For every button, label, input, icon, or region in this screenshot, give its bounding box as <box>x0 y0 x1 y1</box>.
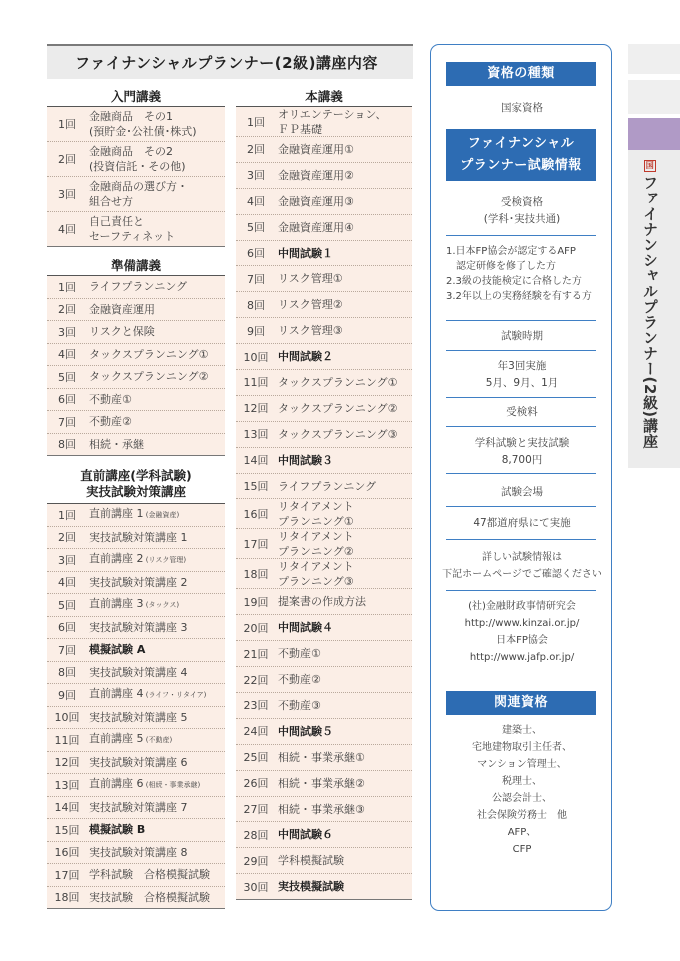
lecture-row <box>236 874 412 900</box>
section-heading: 直前講座(学科試験) 実技試験対策講座 <box>47 466 225 504</box>
lecture-note: (不動産) <box>143 736 173 745</box>
lecture-row <box>236 189 412 215</box>
lecture-row <box>47 344 225 367</box>
lecture-number: 27回 <box>243 803 269 817</box>
fee-value: 学科試験と実技試験 8,700円 <box>474 437 570 466</box>
lecture-number: 20回 <box>243 621 269 635</box>
lecture-row <box>47 549 225 572</box>
lecture-row <box>47 662 225 685</box>
lecture-number: 13回 <box>243 428 269 442</box>
lecture-number: 1回 <box>58 508 76 522</box>
lecture-row <box>47 321 225 344</box>
lecture-number: 4回 <box>58 348 76 362</box>
lecture-title: 実技試験対策講座 1 <box>89 530 188 544</box>
lecture-number: 19回 <box>243 595 269 609</box>
lecture-title: 実技試験対策講座 8 <box>89 845 188 859</box>
lecture-number: 5回 <box>58 598 76 612</box>
lecture-note: (ライフ・リタイア) <box>143 691 207 700</box>
lecture-title: 実技試験対策講座 4 <box>89 665 188 679</box>
lecture-row <box>236 241 412 267</box>
lecture-row <box>236 422 412 448</box>
qualification-type-value: 国家資格 <box>501 102 543 114</box>
lecture-number: 29回 <box>243 854 269 868</box>
lecture-title: 中間試験４ <box>278 621 333 635</box>
lecture-row <box>236 266 412 292</box>
lecture-title: リスクと保険 <box>89 325 155 339</box>
lecture-number: 3回 <box>58 553 76 567</box>
lecture-number: 26回 <box>243 777 269 791</box>
lecture-row <box>236 771 412 797</box>
eligibility-item: 認定研修を修了した方 <box>446 261 556 272</box>
lecture-title: タックスプランニング③ <box>278 427 398 441</box>
lecture-number: 1回 <box>247 115 265 129</box>
lecture-title: 直前講座 4 (ライフ・リタイア) <box>89 687 207 701</box>
lecture-row <box>47 639 225 662</box>
lecture-title: 模擬試験 A <box>89 643 146 657</box>
lecture-number: 17回 <box>243 537 269 551</box>
lecture-title: ライフプランニング <box>278 479 377 493</box>
lecture-number: 8回 <box>58 438 76 452</box>
divider <box>446 539 596 540</box>
lecture-title: 金融資産運用② <box>278 168 354 182</box>
lecture-title: 不動産① <box>278 647 321 661</box>
lecture-number: 2回 <box>58 303 76 317</box>
lecture-title: 学科模擬試験 <box>278 854 344 868</box>
page-title: ファイナンシャルプランナー(2級)講座内容 <box>47 44 413 79</box>
lecture-number: 25回 <box>243 751 269 765</box>
divider <box>446 506 596 507</box>
lecture-number: 15回 <box>243 480 269 494</box>
lecture-row <box>236 499 412 529</box>
lecture-row <box>236 163 412 189</box>
section-heading: 本講義 <box>236 88 412 107</box>
lecture-number: 16回 <box>243 507 269 521</box>
lecture-row <box>236 589 412 615</box>
lecture-title: 金融商品 その1 (預貯金･公社債･株式) <box>89 110 197 138</box>
lecture-title: 実技試験対策講座 6 <box>89 755 188 769</box>
lecture-number: 2回 <box>58 153 76 166</box>
lecture-row <box>47 142 225 177</box>
side-label-text: ファイナンシャルプランナー(2級)講座 <box>641 175 659 449</box>
lecture-title: 中間試験６ <box>278 828 333 842</box>
lecture-number: 8回 <box>58 666 76 680</box>
lecture-title: タックスプランニング② <box>89 370 209 384</box>
lecture-title: 提案書の作成方法 <box>278 595 366 609</box>
lecture-row <box>47 797 225 820</box>
lecture-number: 6回 <box>247 247 265 260</box>
lecture-title: 実技試験対策講座 7 <box>89 800 188 814</box>
divider <box>446 350 596 351</box>
lecture-title: 直前講座 1 (金融資産) <box>89 507 180 521</box>
lecture-title: 金融資産運用① <box>278 142 354 156</box>
lecture-row <box>47 107 225 142</box>
reference-links: (社)金融財政事情研究会 http://www.kinzai.or.jp/ 日本FP協会 http://www.jafp.or.jp/ <box>464 601 580 663</box>
left-column <box>47 88 225 909</box>
related-qualifications-heading: 関連資格 <box>446 691 596 715</box>
lecture-title: 実技試験対策講座 2 <box>89 575 188 589</box>
lecture-row <box>236 292 412 318</box>
lecture-row <box>236 396 412 422</box>
lecture-title: 不動産① <box>89 392 132 406</box>
lecture-title: 学科試験 合格模擬試験 <box>89 868 210 882</box>
eligibility-item: 1.日本FP協会が認定するAFP <box>446 246 576 257</box>
side-tab-blank <box>628 80 680 114</box>
lecture-number: 3回 <box>247 169 265 183</box>
lecture-title: 直前講座 6 (相続・事業承継) <box>89 777 201 791</box>
lecture-number: 16回 <box>54 846 80 860</box>
lecture-number: 3回 <box>58 188 76 201</box>
lecture-number: 14回 <box>54 801 80 815</box>
lecture-number: 12回 <box>54 756 80 770</box>
lecture-row <box>47 276 225 299</box>
lecture-row <box>236 529 412 559</box>
kokka-flag-icon: 国 <box>645 161 655 170</box>
lecture-row <box>236 641 412 667</box>
side-tab-blank <box>628 44 680 74</box>
lecture-title: 実技試験対策講座 3 <box>89 620 188 634</box>
lecture-number: 7回 <box>58 415 76 429</box>
lecture-number: 4回 <box>58 576 76 590</box>
lecture-number: 17回 <box>54 868 80 882</box>
divider <box>446 235 596 236</box>
lecture-row <box>47 887 225 910</box>
lecture-number: 15回 <box>54 823 80 837</box>
lecture-row <box>236 107 412 137</box>
side-tab-active <box>628 118 680 150</box>
lecture-title: 実技試験対策講座 5 <box>89 710 188 724</box>
lecture-row <box>47 819 225 842</box>
lecture-row <box>236 448 412 474</box>
lecture-number: 7回 <box>58 643 76 657</box>
lecture-row <box>236 344 412 370</box>
period-label: 試験時期 <box>501 330 543 342</box>
lecture-number: 8回 <box>247 298 265 312</box>
lecture-row <box>47 504 225 527</box>
lecture-row <box>47 389 225 412</box>
lecture-row <box>47 411 225 434</box>
lecture-row <box>47 842 225 865</box>
lecture-number: 1回 <box>58 280 76 294</box>
lecture-number: 6回 <box>58 621 76 635</box>
qualification-type-heading: 資格の種類 <box>446 62 596 86</box>
lecture-title: 金融資産運用④ <box>278 220 354 234</box>
lecture-row <box>47 366 225 389</box>
lecture-note: (リスク管理) <box>143 556 187 565</box>
lecture-title: リスク管理① <box>278 272 343 286</box>
lecture-row <box>236 215 412 241</box>
divider <box>446 397 596 398</box>
lecture-title: 金融商品の選び方・ 組合せ方 <box>89 180 188 208</box>
lecture-title: 実技模擬試験 <box>278 880 344 894</box>
lecture-title: 中間試験１ <box>278 246 333 260</box>
eligibility-label: 受検資格 <box>501 196 543 208</box>
lecture-row <box>47 299 225 322</box>
lecture-title: 不動産② <box>278 673 321 687</box>
lecture-row <box>236 693 412 719</box>
lecture-title: 直前講座 5 (不動産) <box>89 732 173 746</box>
lecture-row <box>47 707 225 730</box>
lecture-number: 24回 <box>243 725 269 739</box>
lecture-title: 金融資産運用③ <box>278 194 354 208</box>
lecture-note: (金融資産) <box>143 511 180 520</box>
detail-text: 詳しい試験情報は 下記ホームページでご確認ください <box>442 552 602 580</box>
lecture-number: 7回 <box>247 272 265 286</box>
section-heading: 入門講義 <box>47 88 225 107</box>
lecture-row <box>236 797 412 823</box>
lecture-title: 中間試験３ <box>278 453 333 467</box>
lecture-number: 13回 <box>54 778 80 792</box>
lecture-row <box>47 752 225 775</box>
lecture-title: 直前講座 3 (タックス) <box>89 597 180 611</box>
fee-label: 受検料 <box>506 406 538 418</box>
lecture-row <box>47 864 225 887</box>
lecture-row <box>236 719 412 745</box>
lecture-note: (相続・事業承継) <box>143 781 201 790</box>
lecture-row <box>236 318 412 344</box>
lecture-title: 中間試験５ <box>278 724 333 738</box>
lecture-number: 5回 <box>58 370 76 384</box>
lecture-title: リスク管理② <box>278 298 343 312</box>
lecture-row <box>236 474 412 500</box>
lecture-row <box>47 212 225 247</box>
lecture-row <box>47 774 225 797</box>
venue-label: 試験会場 <box>501 486 543 498</box>
lecture-title: 模擬試験 B <box>89 823 146 837</box>
lecture-title: リタイアメント プランニング① <box>278 499 354 528</box>
lecture-number: 28回 <box>243 828 269 842</box>
lecture-title: リタイアメント プランニング③ <box>278 559 354 588</box>
lecture-title: リスク管理③ <box>278 324 343 338</box>
eligibility-sub: (学科･実技共通) <box>483 213 561 225</box>
lecture-title: 相続・承継 <box>89 437 144 451</box>
exam-info-heading: ファイナンシャル プランナー試験情報 <box>446 129 596 181</box>
lecture-note: (タックス) <box>143 601 180 610</box>
lecture-number: 22回 <box>243 673 269 687</box>
lecture-number: 12回 <box>243 402 269 416</box>
venue-value: 47都道府県にて実施 <box>473 517 571 529</box>
lecture-title: 相続・事業承継② <box>278 776 365 790</box>
lecture-row <box>236 559 412 589</box>
eligibility-list <box>431 244 613 304</box>
lecture-title: タックスプランニング① <box>89 347 209 361</box>
lecture-number: 10回 <box>54 711 80 725</box>
lecture-number: 4回 <box>247 195 265 209</box>
lecture-title: 相続・事業承継① <box>278 750 365 764</box>
lecture-row <box>47 684 225 707</box>
lecture-number: 23回 <box>243 699 269 713</box>
lecture-row <box>236 848 412 874</box>
lecture-row <box>47 572 225 595</box>
lecture-row <box>236 822 412 848</box>
lecture-title: 実技試験 合格模擬試験 <box>89 890 210 904</box>
lecture-number: 11回 <box>54 733 80 747</box>
lecture-row <box>47 617 225 640</box>
divider <box>446 320 596 321</box>
lecture-number: 30回 <box>243 880 269 894</box>
lecture-row <box>47 729 225 752</box>
side-vertical-label <box>640 160 661 449</box>
lecture-row <box>47 594 225 617</box>
lecture-row <box>47 177 225 212</box>
lecture-row <box>236 667 412 693</box>
eligibility-item: 3.2年以上の実務経験を有する方 <box>446 291 592 302</box>
lecture-number: 2回 <box>247 143 265 157</box>
lecture-row <box>47 434 225 457</box>
lecture-number: 21回 <box>243 647 269 661</box>
exam-info-box <box>430 44 612 911</box>
lecture-number: 14回 <box>243 454 269 468</box>
lecture-row <box>236 137 412 163</box>
divider <box>446 426 596 427</box>
lecture-number: 9回 <box>58 688 76 702</box>
lecture-title: 金融商品 その2 (投資信託・その他) <box>89 145 186 173</box>
lecture-number: 10回 <box>243 350 269 364</box>
lecture-title: 中間試験２ <box>278 350 333 364</box>
lecture-number: 5回 <box>247 221 265 235</box>
lecture-title: ライフプランニング <box>89 280 188 294</box>
lecture-number: 1回 <box>58 118 76 131</box>
eligibility-item: 2.3級の技能検定に合格した方 <box>446 276 582 287</box>
lecture-title: 自己責任と セーフティネット <box>89 215 176 243</box>
lecture-title: 金融資産運用 <box>89 302 155 316</box>
section-heading: 準備講義 <box>47 257 225 276</box>
divider <box>446 473 596 474</box>
lecture-number: 11回 <box>243 376 269 390</box>
lecture-title: タックスプランニング① <box>278 375 398 389</box>
lecture-title: 不動産② <box>89 415 132 429</box>
lecture-number: 2回 <box>58 531 76 545</box>
lecture-number: 18回 <box>243 567 269 581</box>
divider <box>446 590 596 591</box>
lecture-title: 相続・事業承継③ <box>278 802 365 816</box>
lecture-number: 18回 <box>54 891 80 905</box>
lecture-row <box>236 745 412 771</box>
lecture-title: 不動産③ <box>278 698 321 712</box>
lecture-title: タックスプランニング② <box>278 401 398 415</box>
period-value: 年3回実施 5月、9月、1月 <box>485 360 559 389</box>
lecture-row <box>236 370 412 396</box>
lecture-row <box>47 527 225 550</box>
main-lecture-column <box>236 88 412 900</box>
lecture-number: 9回 <box>247 324 265 338</box>
lecture-title: 直前講座 2 (リスク管理) <box>89 552 187 566</box>
lecture-number: 3回 <box>58 325 76 339</box>
lecture-number: 4回 <box>58 223 76 236</box>
related-qualifications-list: 建築士、 宅地建物取引主任者、 マンション管理士、 税理士、 公認会計士、 社会保険労務士 他 AFP、 CFP <box>472 725 572 855</box>
lecture-number: 6回 <box>58 393 76 407</box>
lecture-row <box>236 615 412 641</box>
lecture-title: リタイアメント プランニング② <box>278 529 354 558</box>
lecture-title: オリエンテーション、 ＦＰ基礎 <box>278 107 387 136</box>
